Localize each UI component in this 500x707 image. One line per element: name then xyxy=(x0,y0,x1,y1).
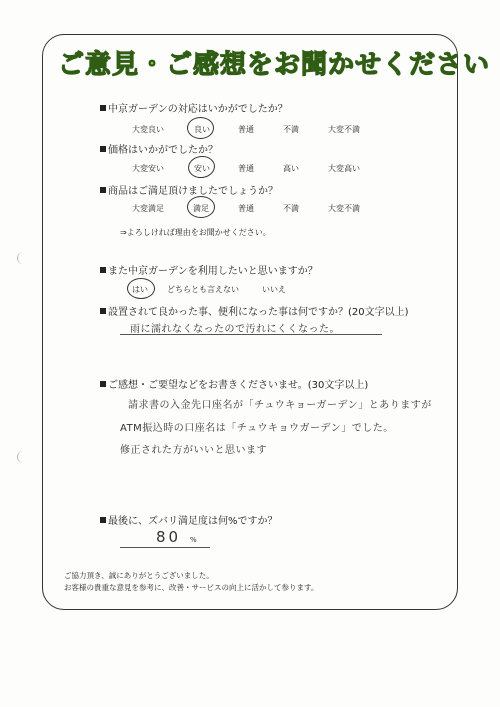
option-price-normal[interactable]: 普通 xyxy=(238,164,254,173)
question-satisfaction xyxy=(100,512,278,527)
comment-line-2[interactable]: ATM振込時の口座名は「チュウキョウガーデン」でした。 xyxy=(120,423,394,434)
option-price-very-expensive[interactable]: 大変高い xyxy=(328,164,360,173)
question-label: ご感想・ご要望などをお書きくださいませ。(30文字以上) xyxy=(108,380,369,391)
bullet-square-icon xyxy=(100,517,106,523)
option-product-very-satisfied[interactable]: 大変満足 xyxy=(132,204,164,213)
option-product-satisfied[interactable]: 満足 xyxy=(193,204,209,213)
option-service-very-dissatisfied[interactable]: 大変不満 xyxy=(328,125,360,134)
question-install xyxy=(100,303,409,318)
satisfaction-unit: % xyxy=(190,536,197,544)
option-product-very-dissatisfied[interactable]: 大変不満 xyxy=(328,204,360,213)
option-reuse-no[interactable]: いいえ xyxy=(262,285,286,294)
footer-thanks: ご協力頂き、誠にありがとうございました。 xyxy=(64,571,214,580)
question-label: また中京ガーデンを利用したいと思いますか？ xyxy=(108,266,318,277)
selected-circle-mark xyxy=(187,196,215,218)
option-product-dissatisfied[interactable]: 不満 xyxy=(283,204,299,213)
question-label: 中京ガーデンの対応はいかがでしたか？ xyxy=(108,104,288,115)
option-price-very-cheap[interactable]: 大変安い xyxy=(132,164,164,173)
option-service-dissatisfied[interactable]: 不満 xyxy=(283,125,299,134)
option-service-very-good[interactable]: 大変良い xyxy=(132,125,164,134)
install-answer[interactable]: 雨に濡れなくなったので汚れにくくなった。 xyxy=(130,324,340,335)
comment-line-1[interactable]: 請求書の入金先口座名が「チュウキョーガーデン」とありますが xyxy=(128,400,432,411)
option-price-expensive[interactable]: 高い xyxy=(283,164,299,173)
bullet-square-icon xyxy=(100,146,106,152)
reason-prompt: ⇒よろしければ理由をお聞かせください。 xyxy=(120,228,271,237)
question-service xyxy=(100,100,288,115)
comment-line-3[interactable]: 修正された方がいいと思います xyxy=(120,445,267,456)
answer-underline xyxy=(120,334,382,335)
option-price-cheap[interactable]: 安い xyxy=(194,164,210,173)
punch-hole-mark xyxy=(17,451,24,463)
selected-circle-mark xyxy=(187,117,214,139)
satisfaction-underline xyxy=(120,547,210,548)
selected-circle-mark xyxy=(127,278,155,299)
punch-hole-mark xyxy=(17,252,24,264)
bullet-square-icon xyxy=(100,267,106,273)
question-label: 最後に、ズバリ満足度は何%ですか？ xyxy=(108,516,278,527)
question-product xyxy=(100,182,278,197)
option-reuse-yes[interactable]: はい xyxy=(132,285,148,294)
option-reuse-neutral[interactable]: どちらとも言えない xyxy=(167,285,239,294)
bullet-square-icon xyxy=(100,381,106,387)
question-comments xyxy=(100,376,368,391)
satisfaction-value[interactable]: 80 xyxy=(156,528,182,546)
question-reuse xyxy=(100,262,318,277)
option-service-good[interactable]: 良い xyxy=(194,125,210,134)
survey-title: ご意見・ご感想をお聞かせください xyxy=(58,50,491,80)
option-product-normal[interactable]: 普通 xyxy=(238,204,254,213)
bullet-square-icon xyxy=(100,308,106,314)
question-label: 設置されて良かった事、便利になった事は何ですか？(20文字以上) xyxy=(108,307,409,318)
bullet-square-icon xyxy=(100,187,106,193)
option-service-normal[interactable]: 普通 xyxy=(238,125,254,134)
bullet-square-icon xyxy=(100,105,106,111)
footer-note: お客様の貴重な意見を参考に、改善・サービスの向上に活かして参ります。 xyxy=(64,583,319,592)
question-label: 商品はご満足頂けましたでしょうか？ xyxy=(108,186,278,197)
question-label: 価格はいかがでしたか？ xyxy=(108,145,218,156)
question-price xyxy=(100,141,218,156)
